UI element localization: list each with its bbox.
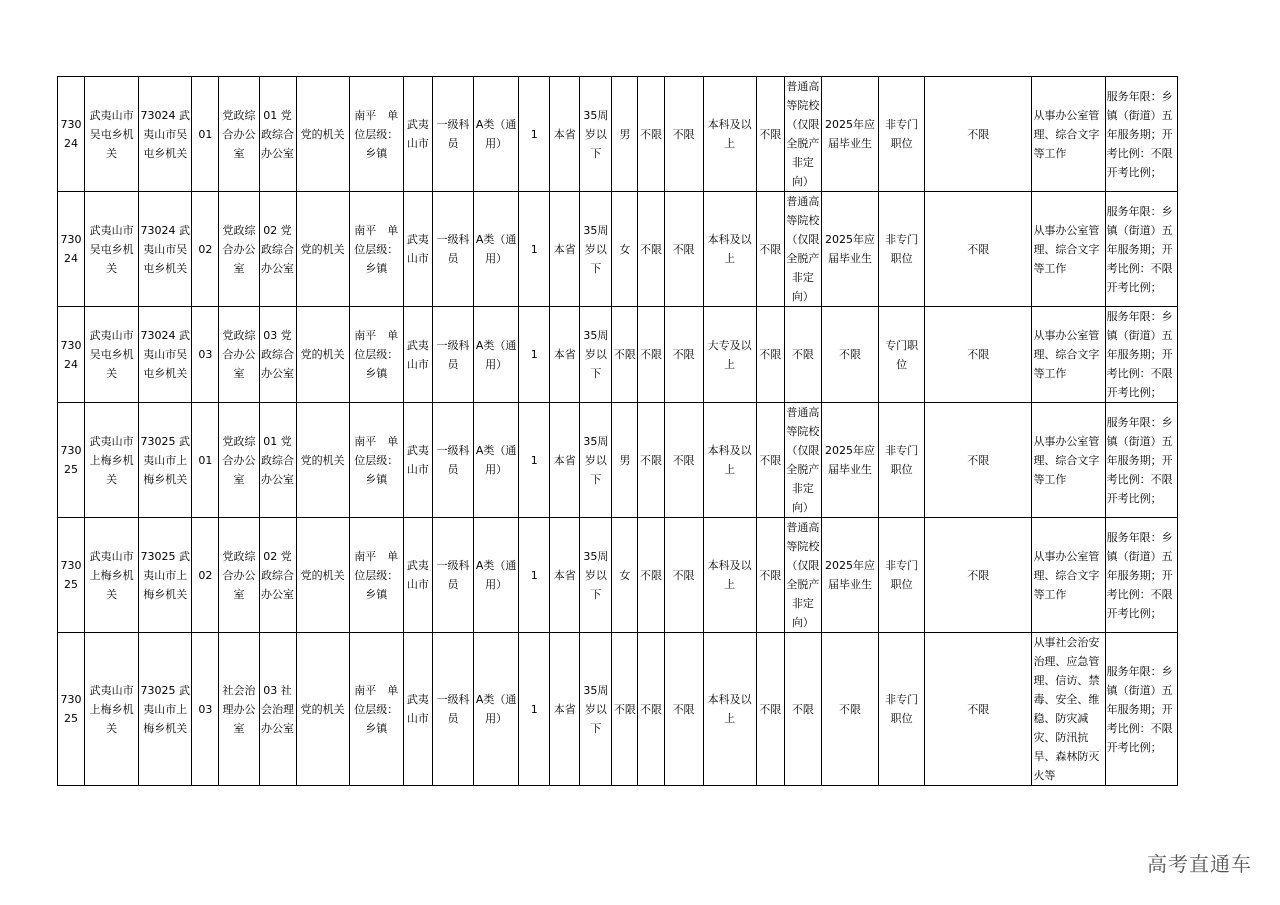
cell-education: 本科及以上 bbox=[703, 403, 756, 518]
cell-household-reg: 本省 bbox=[550, 633, 580, 786]
cell-job-rank: 一级科员 bbox=[432, 307, 473, 403]
cell-department: 社会治理办公室 bbox=[219, 633, 259, 786]
cell-job-code-name: 01 党政综合办公室 bbox=[259, 403, 296, 518]
cell-education: 本科及以上 bbox=[703, 77, 756, 192]
cell-major: 不限 bbox=[925, 633, 1032, 786]
cell-ethnicity: 不限 bbox=[638, 518, 664, 633]
cell-unit-type: 党的机关 bbox=[296, 77, 349, 192]
cell-unit-level: 南平 单位层级：乡镇 bbox=[349, 403, 403, 518]
cell-unit-name: 武夷山市吴屯乡机关 bbox=[85, 307, 139, 403]
cell-department: 党政综合办公室 bbox=[219, 403, 259, 518]
cell-unit-code: 73024 bbox=[58, 307, 85, 403]
cell-household-reg: 本省 bbox=[550, 518, 580, 633]
cell-degree: 不限 bbox=[756, 633, 784, 786]
cell-major: 不限 bbox=[925, 403, 1032, 518]
cell-applicant-type: 不限 bbox=[821, 633, 878, 786]
cell-ethnicity: 不限 bbox=[638, 403, 664, 518]
cell-unit-type: 党的机关 bbox=[296, 307, 349, 403]
cell-major: 不限 bbox=[925, 307, 1032, 403]
cell-job-rank: 一级科员 bbox=[432, 403, 473, 518]
cell-job-number: 03 bbox=[192, 307, 219, 403]
cell-position-type: 非专门职位 bbox=[879, 518, 925, 633]
cell-unit-name: 武夷山市上梅乡机关 bbox=[85, 403, 139, 518]
cell-job-code-name: 03 党政综合办公室 bbox=[259, 307, 296, 403]
cell-political-status: 不限 bbox=[664, 633, 703, 786]
cell-job-number: 03 bbox=[192, 633, 219, 786]
cell-unit-type: 党的机关 bbox=[296, 192, 349, 307]
cell-unit-code: 73025 bbox=[58, 633, 85, 786]
cell-position-type: 非专门职位 bbox=[879, 77, 925, 192]
cell-job-duties: 从事办公室管理、综合文字等工作 bbox=[1032, 192, 1105, 307]
cell-gender: 男 bbox=[612, 77, 638, 192]
cell-gender: 女 bbox=[612, 192, 638, 307]
cell-recruit-count: 1 bbox=[519, 403, 550, 518]
cell-age-limit: 35周岁以下 bbox=[580, 633, 612, 786]
cell-remarks: 服务年限：乡镇（街道）五年服务期；开考比例：不限开考比例； bbox=[1105, 518, 1177, 633]
cell-school-type: 普通高等院校（仅限全脱产非定向） bbox=[784, 403, 821, 518]
cell-job-number: 02 bbox=[192, 192, 219, 307]
cell-job-number: 02 bbox=[192, 518, 219, 633]
cell-household-reg: 本省 bbox=[550, 77, 580, 192]
cell-job-code-name: 02 党政综合办公室 bbox=[259, 192, 296, 307]
cell-political-status: 不限 bbox=[664, 307, 703, 403]
cell-education: 本科及以上 bbox=[703, 518, 756, 633]
cell-remarks: 服务年限：乡镇（街道）五年服务期；开考比例：不限开考比例； bbox=[1105, 403, 1177, 518]
cell-job-number: 01 bbox=[192, 403, 219, 518]
cell-recruit-count: 1 bbox=[519, 307, 550, 403]
cell-job-duties: 从事社会治安治理、应急管理、信访、禁毒、安全、维稳、防灾减灾、防汛抗旱、森林防灭火等 bbox=[1032, 633, 1105, 786]
cell-department: 党政综合办公室 bbox=[219, 307, 259, 403]
cell-job-code-name: 02 党政综合办公室 bbox=[259, 518, 296, 633]
cell-position-type: 非专门职位 bbox=[879, 633, 925, 786]
cell-unit-code: 73024 bbox=[58, 77, 85, 192]
cell-exam-category: A类（通用） bbox=[474, 518, 519, 633]
cell-job-number: 01 bbox=[192, 77, 219, 192]
cell-region: 武夷山市 bbox=[403, 192, 432, 307]
cell-unit-level: 南平 单位层级：乡镇 bbox=[349, 518, 403, 633]
cell-school-type: 普通高等院校（仅限全脱产非定向） bbox=[784, 518, 821, 633]
cell-age-limit: 35周岁以下 bbox=[580, 307, 612, 403]
cell-recruit-count: 1 bbox=[519, 77, 550, 192]
cell-department: 党政综合办公室 bbox=[219, 77, 259, 192]
cell-unit-name: 武夷山市吴屯乡机关 bbox=[85, 192, 139, 307]
cell-region: 武夷山市 bbox=[403, 307, 432, 403]
cell-job-code-name: 03 社会治理办公室 bbox=[259, 633, 296, 786]
cell-degree: 不限 bbox=[756, 518, 784, 633]
cell-region: 武夷山市 bbox=[403, 633, 432, 786]
cell-exam-category: A类（通用） bbox=[474, 77, 519, 192]
table-row bbox=[58, 307, 1178, 403]
cell-age-limit: 35周岁以下 bbox=[580, 403, 612, 518]
cell-department: 党政综合办公室 bbox=[219, 518, 259, 633]
cell-ethnicity: 不限 bbox=[638, 77, 664, 192]
cell-unit-code-name: 73025 武夷山市上梅乡机关 bbox=[139, 633, 192, 786]
cell-education: 本科及以上 bbox=[703, 633, 756, 786]
cell-unit-type: 党的机关 bbox=[296, 403, 349, 518]
cell-unit-level: 南平 单位层级：乡镇 bbox=[349, 633, 403, 786]
cell-applicant-type: 2025年应届毕业生 bbox=[821, 192, 878, 307]
cell-region: 武夷山市 bbox=[403, 518, 432, 633]
cell-unit-type: 党的机关 bbox=[296, 633, 349, 786]
cell-gender: 女 bbox=[612, 518, 638, 633]
cell-recruit-count: 1 bbox=[519, 633, 550, 786]
cell-gender: 男 bbox=[612, 403, 638, 518]
cell-unit-code-name: 73024 武夷山市吴屯乡机关 bbox=[139, 307, 192, 403]
cell-remarks: 服务年限：乡镇（街道）五年服务期；开考比例：不限开考比例； bbox=[1105, 307, 1177, 403]
cell-exam-category: A类（通用） bbox=[474, 192, 519, 307]
cell-school-type: 普通高等院校（仅限全脱产非定向） bbox=[784, 77, 821, 192]
cell-age-limit: 35周岁以下 bbox=[580, 192, 612, 307]
cell-unit-code: 73025 bbox=[58, 403, 85, 518]
cell-political-status: 不限 bbox=[664, 518, 703, 633]
cell-household-reg: 本省 bbox=[550, 307, 580, 403]
cell-unit-code-name: 73024 武夷山市吴屯乡机关 bbox=[139, 77, 192, 192]
cell-gender: 不限 bbox=[612, 633, 638, 786]
table-row bbox=[58, 518, 1178, 633]
cell-region: 武夷山市 bbox=[403, 77, 432, 192]
cell-political-status: 不限 bbox=[664, 192, 703, 307]
cell-school-type: 不限 bbox=[784, 633, 821, 786]
cell-age-limit: 35周岁以下 bbox=[580, 77, 612, 192]
watermark: 高考直通车 bbox=[1147, 852, 1252, 876]
cell-unit-type: 党的机关 bbox=[296, 518, 349, 633]
cell-education: 大专及以上 bbox=[703, 307, 756, 403]
cell-exam-category: A类（通用） bbox=[474, 633, 519, 786]
cell-job-duties: 从事办公室管理、综合文字等工作 bbox=[1032, 77, 1105, 192]
positions-table bbox=[57, 76, 1178, 786]
cell-unit-level: 南平 单位层级：乡镇 bbox=[349, 307, 403, 403]
table-row bbox=[58, 403, 1178, 518]
cell-degree: 不限 bbox=[756, 403, 784, 518]
cell-unit-code-name: 73025 武夷山市上梅乡机关 bbox=[139, 518, 192, 633]
cell-degree: 不限 bbox=[756, 307, 784, 403]
cell-recruit-count: 1 bbox=[519, 518, 550, 633]
cell-exam-category: A类（通用） bbox=[474, 403, 519, 518]
cell-job-rank: 一级科员 bbox=[432, 77, 473, 192]
cell-political-status: 不限 bbox=[664, 77, 703, 192]
cell-unit-name: 武夷山市上梅乡机关 bbox=[85, 633, 139, 786]
table-row bbox=[58, 633, 1178, 786]
cell-applicant-type: 2025年应届毕业生 bbox=[821, 518, 878, 633]
cell-unit-level: 南平 单位层级：乡镇 bbox=[349, 192, 403, 307]
cell-ethnicity: 不限 bbox=[638, 633, 664, 786]
cell-household-reg: 本省 bbox=[550, 192, 580, 307]
cell-remarks: 服务年限：乡镇（街道）五年服务期；开考比例：不限开考比例； bbox=[1105, 192, 1177, 307]
cell-degree: 不限 bbox=[756, 192, 784, 307]
cell-major: 不限 bbox=[925, 77, 1032, 192]
cell-position-type: 非专门职位 bbox=[879, 403, 925, 518]
cell-position-type: 专门职位 bbox=[879, 307, 925, 403]
cell-age-limit: 35周岁以下 bbox=[580, 518, 612, 633]
cell-recruit-count: 1 bbox=[519, 192, 550, 307]
cell-job-duties: 从事办公室管理、综合文字等工作 bbox=[1032, 307, 1105, 403]
cell-degree: 不限 bbox=[756, 77, 784, 192]
cell-unit-code: 73025 bbox=[58, 518, 85, 633]
cell-job-duties: 从事办公室管理、综合文字等工作 bbox=[1032, 518, 1105, 633]
cell-education: 本科及以上 bbox=[703, 192, 756, 307]
cell-exam-category: A类（通用） bbox=[474, 307, 519, 403]
table-row bbox=[58, 77, 1178, 192]
cell-school-type: 不限 bbox=[784, 307, 821, 403]
cell-political-status: 不限 bbox=[664, 403, 703, 518]
cell-region: 武夷山市 bbox=[403, 403, 432, 518]
cell-unit-name: 武夷山市上梅乡机关 bbox=[85, 518, 139, 633]
cell-ethnicity: 不限 bbox=[638, 192, 664, 307]
cell-unit-code-name: 73024 武夷山市吴屯乡机关 bbox=[139, 192, 192, 307]
cell-applicant-type: 2025年应届毕业生 bbox=[821, 403, 878, 518]
cell-ethnicity: 不限 bbox=[638, 307, 664, 403]
cell-household-reg: 本省 bbox=[550, 403, 580, 518]
cell-remarks: 服务年限：乡镇（街道）五年服务期；开考比例：不限开考比例； bbox=[1105, 633, 1177, 786]
cell-applicant-type: 2025年应届毕业生 bbox=[821, 77, 878, 192]
cell-department: 党政综合办公室 bbox=[219, 192, 259, 307]
cell-major: 不限 bbox=[925, 518, 1032, 633]
table-body bbox=[58, 77, 1178, 786]
cell-major: 不限 bbox=[925, 192, 1032, 307]
cell-unit-level: 南平 单位层级：乡镇 bbox=[349, 77, 403, 192]
table-row bbox=[58, 192, 1178, 307]
cell-unit-name: 武夷山市吴屯乡机关 bbox=[85, 77, 139, 192]
cell-unit-code-name: 73025 武夷山市上梅乡机关 bbox=[139, 403, 192, 518]
cell-job-rank: 一级科员 bbox=[432, 518, 473, 633]
cell-school-type: 普通高等院校（仅限全脱产非定向） bbox=[784, 192, 821, 307]
cell-unit-code: 73024 bbox=[58, 192, 85, 307]
cell-job-code-name: 01 党政综合办公室 bbox=[259, 77, 296, 192]
cell-applicant-type: 不限 bbox=[821, 307, 878, 403]
cell-job-rank: 一级科员 bbox=[432, 633, 473, 786]
cell-job-rank: 一级科员 bbox=[432, 192, 473, 307]
cell-position-type: 非专门职位 bbox=[879, 192, 925, 307]
cell-remarks: 服务年限：乡镇（街道）五年服务期；开考比例：不限开考比例； bbox=[1105, 77, 1177, 192]
cell-gender: 不限 bbox=[612, 307, 638, 403]
cell-job-duties: 从事办公室管理、综合文字等工作 bbox=[1032, 403, 1105, 518]
